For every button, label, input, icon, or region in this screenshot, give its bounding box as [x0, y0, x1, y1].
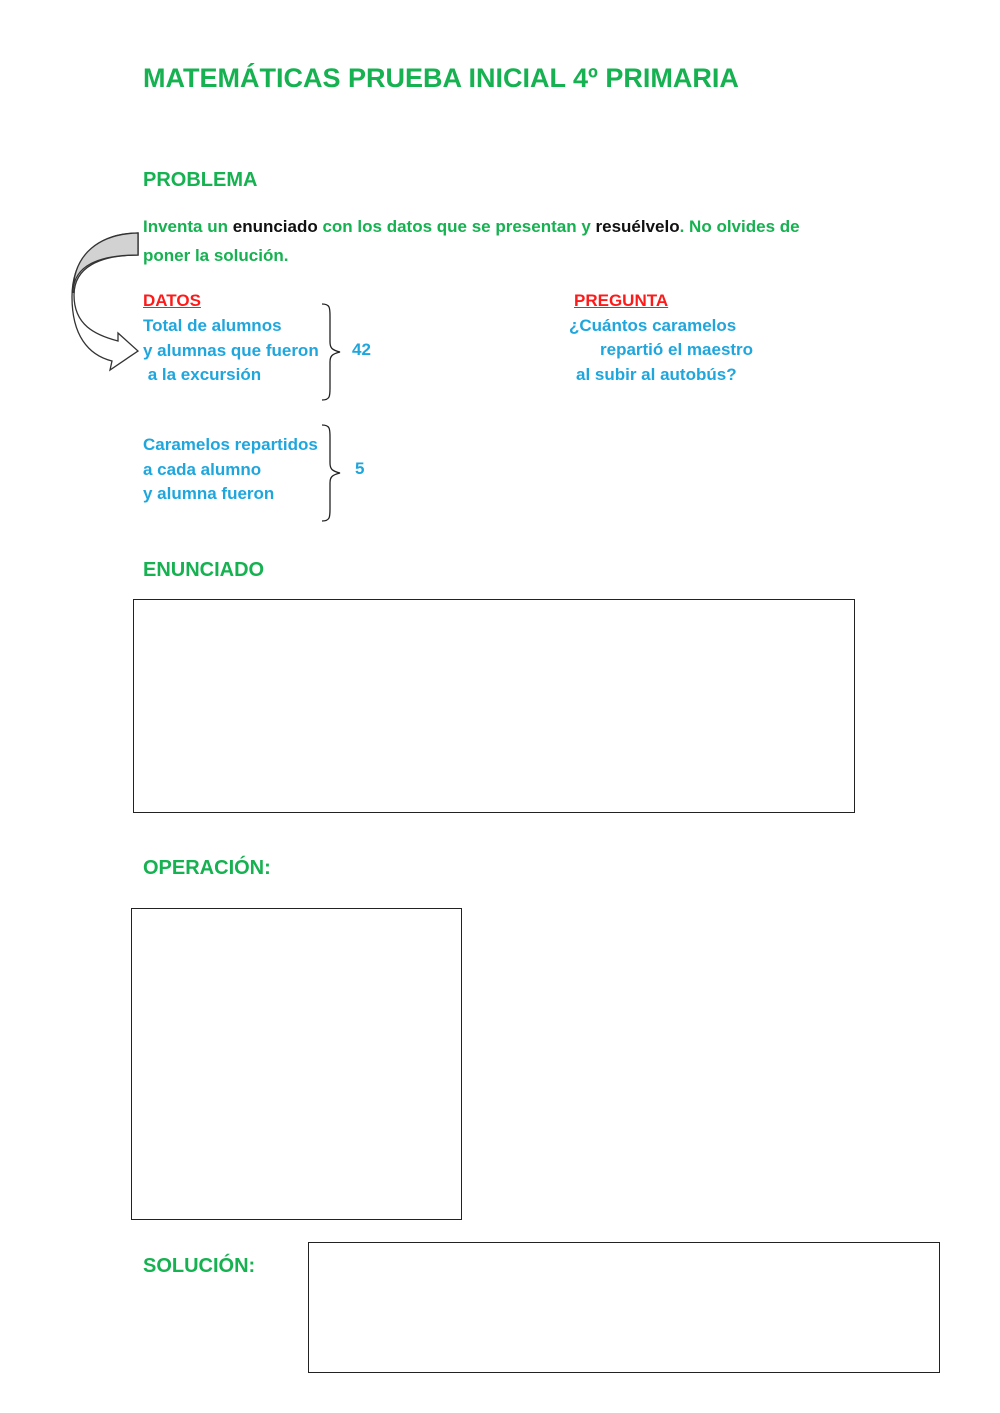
operacion-heading: OPERACIÓN:	[143, 857, 271, 879]
instruction-line-1	[143, 217, 800, 237]
datos-group-1-value: 42	[352, 340, 371, 359]
pregunta-line: al subir al autobús?	[576, 365, 737, 384]
datos-group-2-line: y alumna fueron	[143, 484, 275, 503]
instruction-keyword-enunciado: enunciado	[232, 217, 318, 236]
datos-group-1-line: y alumnas que fueron	[143, 340, 319, 360]
curly-brace-icon	[318, 423, 348, 523]
pregunta-label: PREGUNTA	[574, 291, 669, 310]
instruction-keyword-resuelvelo: resuélvelo	[595, 217, 680, 236]
pregunta-line: repartió el maestro	[600, 340, 754, 359]
datos-group-2-line: Caramelos repartidos	[143, 435, 318, 454]
datos-group-2-line: a cada alumno	[143, 459, 262, 479]
instruction-part-3: con los datos que se presentan y	[317, 217, 596, 236]
curved-arrow-icon	[60, 225, 150, 375]
instruction-part-5: . No olvides de	[679, 217, 800, 236]
solucion-heading: SOLUCIÓN:	[143, 1255, 256, 1277]
datos-group-1-line: a la excursión	[143, 365, 262, 384]
instruction-line-2: poner la solución.	[143, 246, 289, 265]
enunciado-heading: ENUNCIADO	[143, 559, 265, 581]
operacion-answer-box[interactable]	[131, 908, 462, 1220]
instruction-part-1: Inventa un	[143, 217, 233, 236]
page-title: MATEMÁTICAS PRUEBA INICIAL 4º PRIMARIA	[143, 63, 739, 93]
pregunta-line: ¿Cuántos caramelos	[569, 316, 737, 335]
datos-group-2	[143, 433, 318, 507]
curly-brace-icon	[318, 302, 348, 402]
solucion-answer-box[interactable]	[308, 1242, 940, 1373]
datos-label: DATOS	[143, 291, 201, 310]
problem-heading: PROBLEMA	[143, 169, 258, 191]
datos-group-1-line: Total de alumnos	[143, 316, 282, 335]
enunciado-answer-box[interactable]	[133, 599, 855, 813]
datos-group-1	[143, 314, 319, 388]
datos-group-2-value: 5	[355, 459, 365, 478]
